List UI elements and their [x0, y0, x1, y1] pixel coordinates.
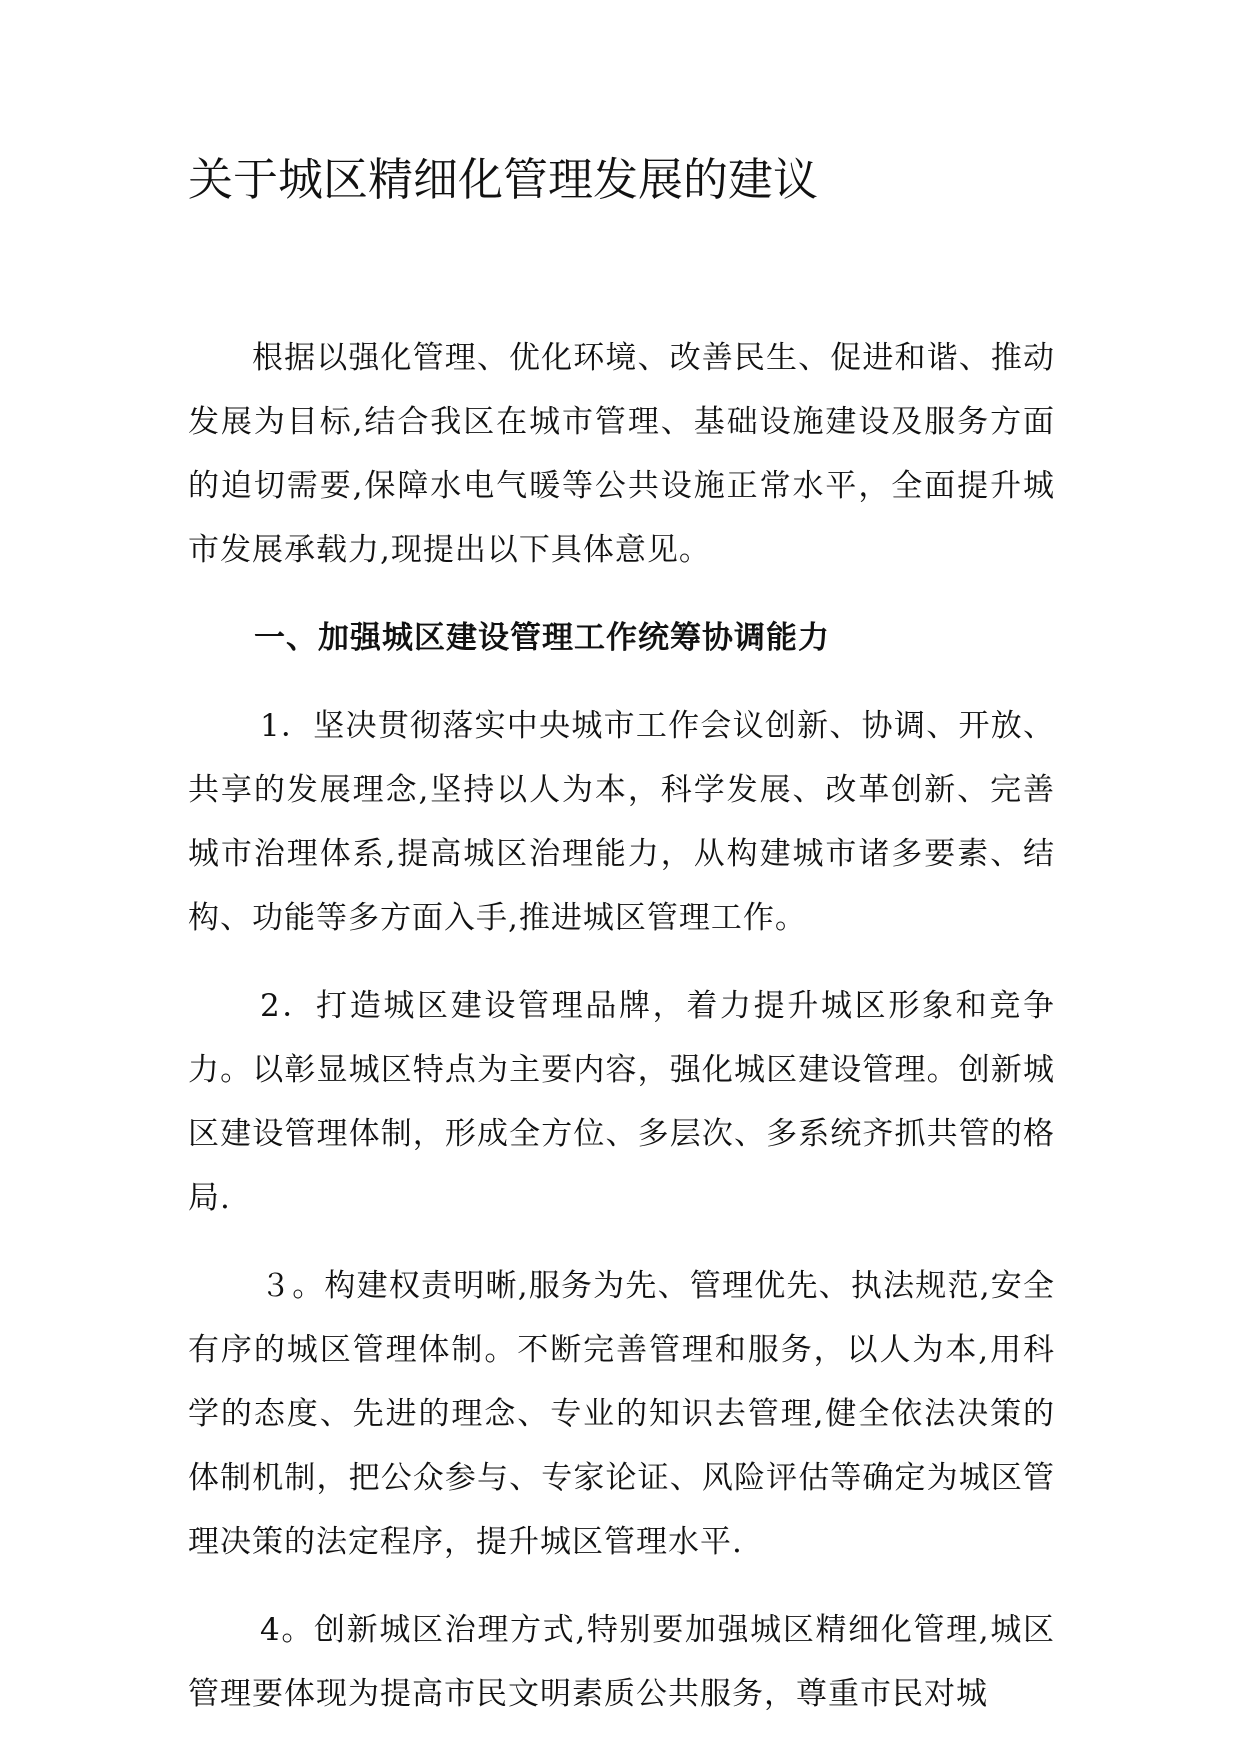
- list-item-2: 2．打造城区建设管理品牌，着力提升城区形象和竞争力。以彰显城区特点为主要内容，强化城区建设管理。创新城区建设管理体制，形成全方位、多层次、多系统齐抓共管的格局.: [188, 988, 1055, 1216]
- document-body: [188, 326, 1055, 1726]
- list-item-1: 1．坚决贯彻落实中央城市工作会议创新、协调、开放、共享的发展理念,坚持以人为本，科学发展、改革创新、完善城市治理体系,提高城区治理能力，从构建城市诸多要素、结构、功能等多方面入手,推进城区管理工作。: [188, 708, 1055, 936]
- section-heading: 一、加强城区建设管理工作统筹协调能力: [254, 620, 830, 656]
- intro-paragraph: 根据以强化管理、优化环境、改善民生、促进和谐、推动发展为目标,结合我区在城市管理、基础设施建设及服务方面的迫切需要,保障水电气暖等公共设施正常水平，全面提升城市发展承载力,现提出以下具体意见。: [188, 340, 1055, 568]
- list-item-4: 4。创新城区治理方式,特别要加强城区精细化管理,城区管理要体现为提高市民文明素质公共服务，尊重市民对城: [188, 1612, 1055, 1712]
- list-item-3: ３。构建权责明晰,服务为先、管理优先、执法规范,安全有序的城区管理体制。不断完善管理和服务，以人为本,用科学的态度、先进的理念、专业的知识去管理,健全依法决策的体制机制，把公众参与、专家论证、风险评估等确定为城区管理决策的法定程序，提升城区管理水平.: [188, 1268, 1055, 1560]
- document-title: 关于城区精细化管理发展的建议: [188, 153, 819, 206]
